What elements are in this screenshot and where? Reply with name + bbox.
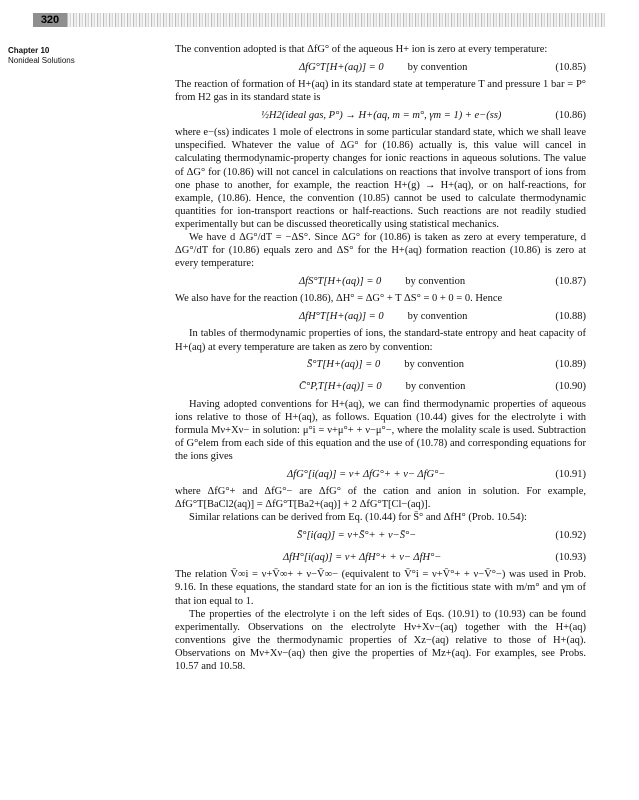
paragraph: Similar relations can be derived from Eq. (10.44) for S̄° and ΔfH° (Prob. 10.54): [189,512,527,524]
header-rule [67,13,605,27]
equation-10-90 [175,376,586,398]
equation-10-88 [175,305,586,327]
equation-number: (10.93) [555,551,586,563]
equation-math: S̄°T[H+(aq)] = 0 [307,359,381,371]
equation-math: ΔfS°T[H+(aq)] = 0 [299,275,382,287]
equation-10-93 [175,546,586,568]
equation-number: (10.86) [555,109,586,121]
paragraph: where e−(ss) indicates 1 mole of electrons in some particular standard state, which we shall leave unspecified. Whatever the value of ΔG° for (10.86) actually is, this value will cancel in calculating thermodynamic-property changes for ionic reactions in aqueous solutions. The value of ΔG° for (10.86) will not cancel in calculations on reactions that involve transport of ions from one phase to another, for example, the reaction H+(g) → H+(aq), or on half-reactions, for example, (10.86). Hence, the convention (10.85) cannot be used to calculate thermodynamic quantities for ion-transport reactions or half-reactions. Such reactions are not readily studied experimentally but can be discussed theoretically using statistical mechanics. [175,127,586,230]
equation-10-85 [175,56,586,78]
equation-number: (10.85) [555,61,586,73]
equation-note: by convention [405,275,466,287]
paragraph: In tables of thermodynamic properties of ions, the standard-state entropy and heat capacity of H+(aq) at every temperature are taken as zero by convention: [175,328,586,353]
equation-math: ΔfH°T[H+(aq)] = 0 [299,310,384,322]
chapter-title: Nonideal Solutions [8,56,75,65]
page-number: 320 [33,13,67,27]
equation-math: ½H2(ideal gas, P°) → H+(aq, m = m°, γm = 1) + e−(ss) [261,109,502,121]
equation-math: ΔfG°T[H+(aq)] = 0 [299,61,384,73]
equation-number: (10.91) [555,468,586,480]
equation-10-87 [175,270,586,292]
equation-number: (10.87) [555,275,586,287]
paragraph: The properties of the electrolyte i on the left sides of Eqs. (10.91) to (10.93) can be found experimentally. Observations on the electrolyte Hν+Xν−(aq) together with the H+(aq) conventions give the thermodynamic properties of Xz−(aq) relative to those of H+(aq). Observations on Mν+Xν−(aq) then give the properties of Mz+(aq). For examples, see Probs. 10.57 and 10.58. [175,608,586,672]
paragraph: The relation V̄∞i = ν+V̄∞+ + ν−V̄∞− (equivalent to V̄°i = ν+V̄°+ + ν−V̄°−) was used in Prob. 9.16. In these equations, the standard state for an ion is the fictitious state with m/m° and γm of that ion equal to 1. [175,569,586,607]
equation-math: C̄°P,T[H+(aq)] = 0 [299,381,382,393]
paragraph: Having adopted conventions for H+(aq), we can find thermodynamic properties of aqueous ions relative to those of H+(aq), as follows. Equation (10.44) gives for the electrolyte i with formula Mν+Xν− in solution: μ°i = ν+μ°+ + ν−μ°−, where the molality scale is used. Subtraction of G°elem from each side of this equation and the use of (10.78) and corresponding equations for the ions gives [175,398,586,462]
equation-math: S̄°[i(aq)] = ν+S̄°+ + ν−S̄°− [297,529,417,541]
body-text [175,43,586,673]
chapter-label: Chapter 10 [8,46,50,55]
running-sidebar [8,46,168,66]
equation-10-91 [175,463,586,485]
equation-note: by convention [404,359,464,371]
equation-10-92 [175,524,586,546]
equation-number: (10.90) [555,381,586,393]
equation-10-86 [175,104,586,126]
paragraph: We also have for the reaction (10.86), ΔH° = ΔG° + T ΔS° = 0 + 0 = 0. Hence [175,293,503,305]
equation-math: ΔfH°[i(aq)] = ν+ ΔfH°+ + ν− ΔfH°− [283,551,442,563]
equation-10-89 [175,354,586,376]
page-number-bar [33,13,605,27]
equation-note: by convention [407,61,468,73]
paragraph: where ΔfG°+ and ΔfG°− are ΔfG° of the cation and anion in solution. For example, ΔfG°T[BaCl2(aq)] = ΔfG°T[Ba2+(aq)] + 2 ΔfG°T[Cl−(aq)]. [175,486,586,511]
equation-number: (10.92) [555,529,586,541]
paragraph: The convention adopted is that ΔfG° of the aqueous H+ ion is zero at every temperature: [175,44,548,55]
equation-note: by convention [407,310,468,322]
equation-note: by convention [405,381,466,393]
equation-math: ΔfG°[i(aq)] = ν+ ΔfG°+ + ν− ΔfG°− [287,468,446,480]
equation-number: (10.89) [555,359,586,371]
paragraph: We have d ΔG°/dT = −ΔS°. Since ΔG° for (10.86) is taken as zero at every temperature, d ΔG°/dT for (10.86) equals zero and ΔS° for the H+(aq) formation reaction (10.86) is zero at every temperature: [175,232,586,270]
equation-number: (10.88) [555,310,586,322]
paragraph: The reaction of formation of H+(aq) in its standard state at temperature T and pressure 1 bar = P° from H2 gas in its standard state is [175,79,586,104]
